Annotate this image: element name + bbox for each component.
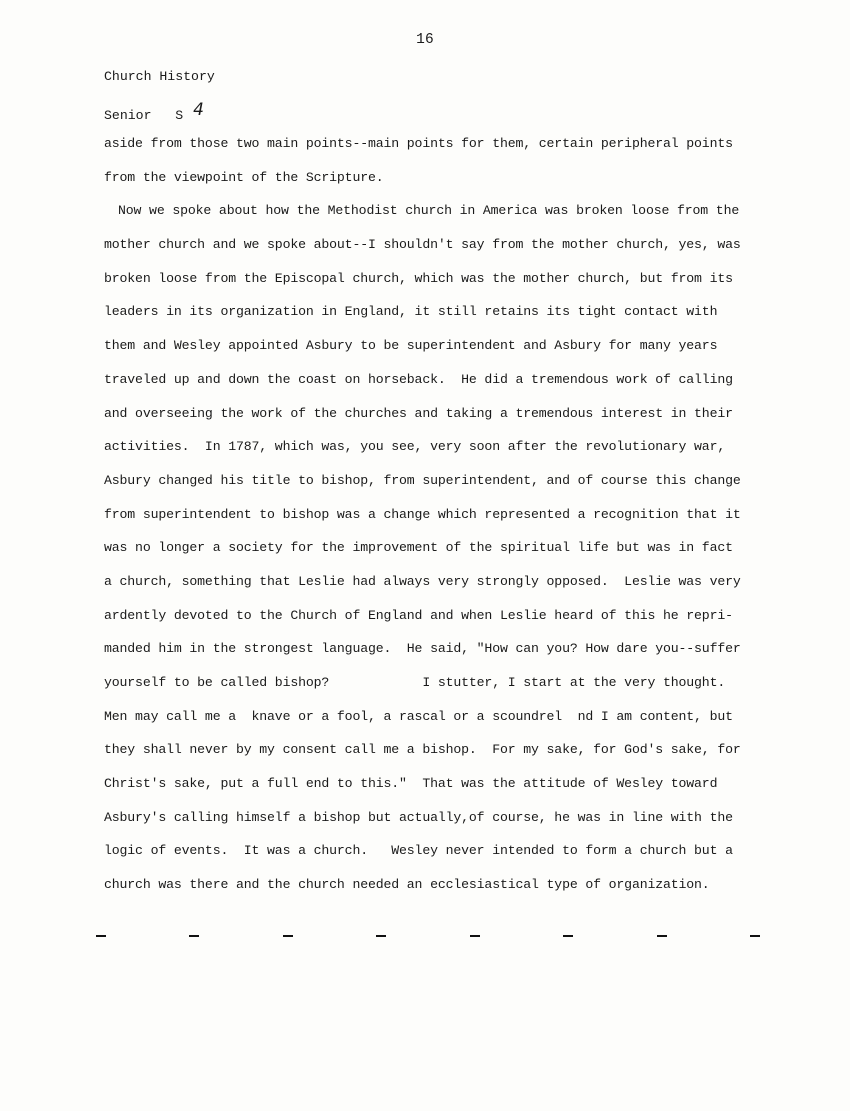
- text-line: aside from those two main points--main points for them, certain peripheral points: [104, 136, 733, 151]
- divider-dash: [96, 935, 106, 937]
- handwritten-section-number: 4: [193, 100, 204, 120]
- text-line: them and Wesley appointed Asbury to be superintendent and Asbury for many years: [104, 338, 718, 354]
- text-line: they shall never by my consent call me a bishop. For my sake, for God's sake, for: [104, 742, 741, 758]
- text-line: was no longer a society for the improvement of the spiritual life but was in fact: [104, 540, 733, 556]
- text-line: and overseeing the work of the churches and taking a tremendous interest in their: [104, 405, 733, 421]
- text-line: Asbury's calling himself a bishop but actually,of course, he was in line with the: [104, 809, 733, 825]
- class-section-line: [104, 100, 204, 124]
- text-line: a church, something that Leslie had always very strongly opposed. Leslie was very: [104, 573, 741, 589]
- text-line: Now we spoke about how the Methodist church in America was broken loose from the: [118, 203, 740, 219]
- text-line: leaders in its organization in England, it still retains its tight contact with: [104, 304, 718, 320]
- section-divider: [96, 935, 760, 937]
- divider-dash: [283, 935, 293, 937]
- text-line: from the viewpoint of the Scripture.: [104, 169, 384, 185]
- body-text: [104, 135, 804, 910]
- page-number: 16: [416, 32, 434, 48]
- class-label: Senior: [104, 108, 152, 123]
- divider-dash: [189, 935, 199, 937]
- divider-dash: [376, 935, 386, 937]
- text-line: Asbury changed his title to bishop, from superintendent, and of course this change: [104, 472, 741, 488]
- divider-dash: [750, 935, 760, 937]
- text-line: activities. In 1787, which was, you see, very soon after the revolutionary war,: [104, 439, 726, 455]
- text-line: Christ's sake, put a full end to this." That was the attitude of Wesley toward: [104, 776, 718, 792]
- divider-dash: [470, 935, 480, 937]
- divider-dash: [657, 935, 667, 937]
- text-line: logic of events. It was a church. Wesley never intended to form a church but a: [104, 843, 733, 859]
- section-code: S: [175, 108, 184, 123]
- text-line: yourself to be called bishop? I stutter, I start at the very thought.: [104, 675, 726, 690]
- course-title: Church History: [104, 69, 215, 84]
- text-line: manded him in the strongest language. He said, "How can you? How dare you--suffer: [104, 641, 741, 657]
- text-line: from superintendent to bishop was a change which represented a recognition that it: [104, 506, 741, 522]
- text-line: Men may call me a knave or a fool, a rascal or a scoundrel nd I am content, but: [104, 708, 733, 724]
- text-line: church was there and the church needed an ecclesiastical type of organization.: [104, 877, 710, 893]
- text-line: mother church and we spoke about--I shouldn't say from the mother church, yes, was: [104, 237, 741, 253]
- divider-dash: [563, 935, 573, 937]
- text-line: broken loose from the Episcopal church, which was the mother church, but from its: [104, 270, 733, 286]
- text-line: ardently devoted to the Church of England and when Leslie heard of this he repri-: [104, 607, 733, 623]
- text-line: traveled up and down the coast on horseback. He did a tremendous work of calling: [104, 371, 733, 387]
